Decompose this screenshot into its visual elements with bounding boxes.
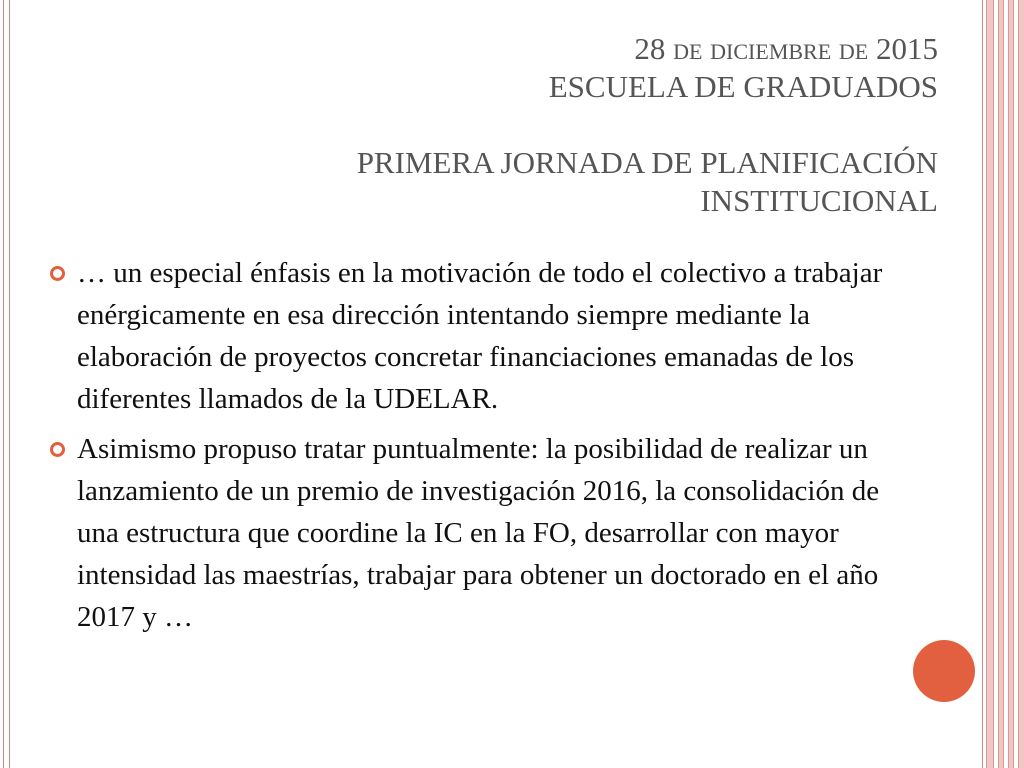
slide-content xyxy=(50,252,910,646)
bullet-item xyxy=(50,428,910,638)
ring-bullet-icon xyxy=(50,442,65,457)
decorative-circle xyxy=(913,640,975,702)
title-date: 28 de diciembre de 2015 xyxy=(634,31,938,66)
left-border-decoration xyxy=(0,0,14,768)
bullet-item xyxy=(50,252,910,420)
ring-bullet-icon xyxy=(50,266,65,281)
title-school: ESCUELA DE GRADUADOS xyxy=(548,69,938,104)
bullet-text: … un especial énfasis en la motivación de todo el colectivo a trabajar enérgicamente en esa dirección intentando siempre mediante la elaboración de proyectos concretar financiaciones emanadas de los diferentes llamados de la UDELAR. xyxy=(77,257,883,415)
right-border-decoration xyxy=(982,0,1024,768)
title-jornada: PRIMERA JORNADA DE PLANIFICACIÓN INSTITUCIONAL xyxy=(356,145,938,218)
bullet-text: Asimismo propuso tratar puntualmente: la posibilidad de realizar un lanzamiento de un premio de investigación 2016, la consolidación de una estructura que coordine la IC en la FO, desarrollar con mayor intensidad las maestrías, trabajar para obtener un doctorado en el año 2017 y … xyxy=(77,433,880,633)
slide-title xyxy=(178,30,938,220)
